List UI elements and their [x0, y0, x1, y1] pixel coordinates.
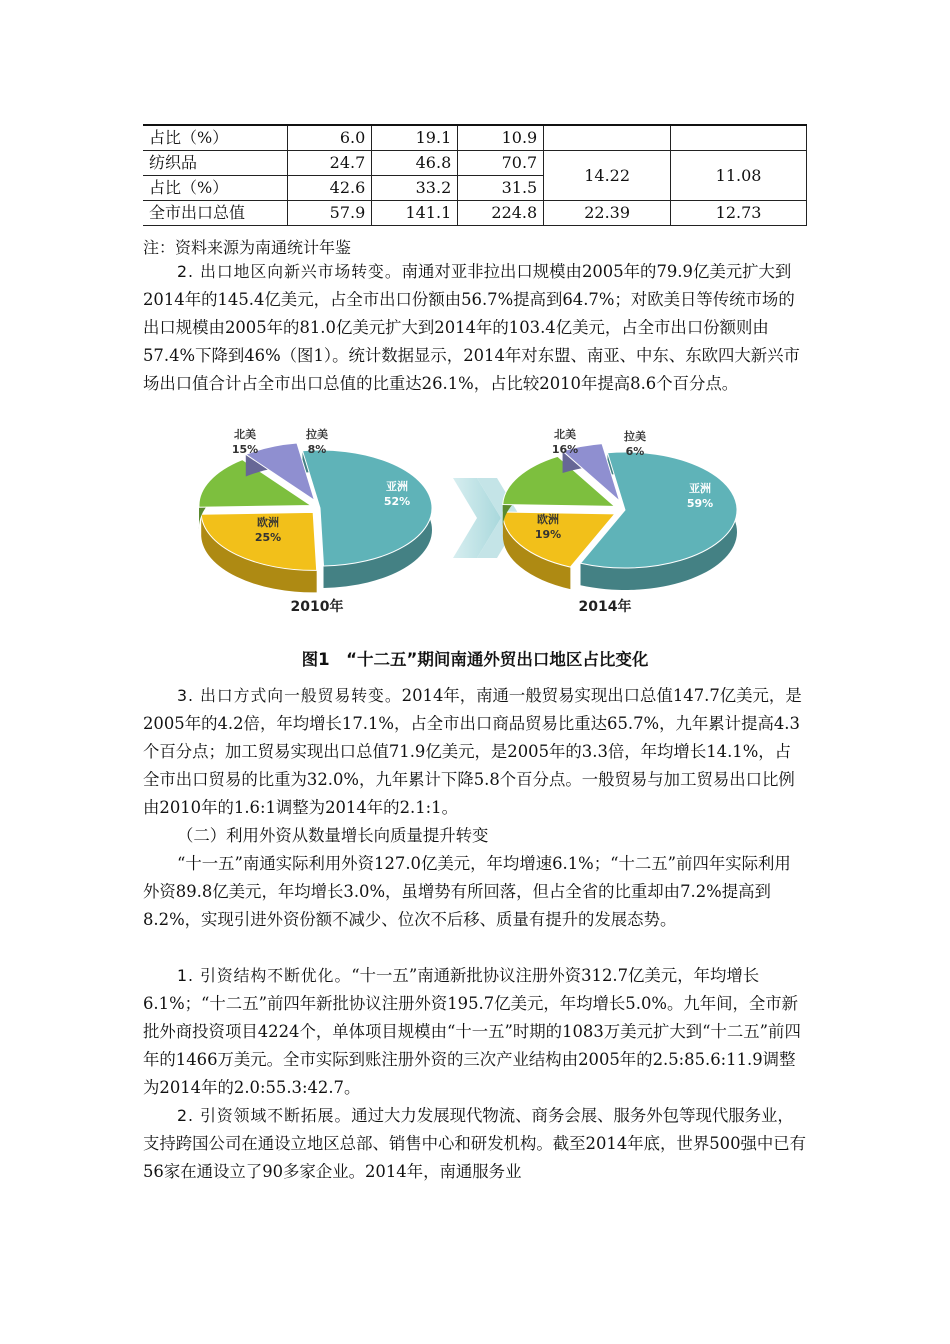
table-cell: 57.9 — [288, 201, 372, 226]
table-source-note: 注：资料来源为南通统计年鉴 — [143, 238, 352, 257]
paragraph-lead: 3. 出口方式向一般贸易转变。 — [177, 686, 402, 705]
table-cell: 46.8 — [372, 151, 458, 176]
table-row — [143, 125, 807, 151]
table-cell: 12.73 — [671, 201, 807, 226]
paragraph-text: 2014年，南通一般贸易实现出口总值147.7亿美元，是2005年的4.2倍，年均增长17.1%，占全市出口商品贸易比重达65.7%，九年累计提高4.3个百分点；加工贸易实现出口总值71.9亿美元，是2005年的3.3倍，年均增长14.1%，占全市出口贸易的比重为32.0%，九年累计下降5.8个百分点。一般贸易与加工贸易出口比例由2010年的1.6:1调整为2014年的2.1:1。 — [143, 686, 802, 817]
table-cell — [544, 125, 671, 151]
slice-percent-label: 25% — [254, 531, 282, 544]
figure-caption: 图1 “十二五”期间南通外贸出口地区占比变化 — [301, 650, 649, 669]
slice-label: 拉美 — [624, 430, 646, 443]
paragraph-lead: 2. 引资领域不断拓展。 — [177, 1106, 352, 1125]
table-cell: 42.6 — [288, 176, 372, 201]
chart-title-2014: 2014年 — [578, 599, 632, 615]
table-cell: 19.1 — [372, 125, 458, 151]
slice-percent-label: 15% — [231, 443, 259, 456]
slice-label: 北美 — [234, 428, 256, 441]
table-cell: 70.7 — [458, 151, 544, 176]
slice-label: 北美 — [554, 428, 576, 441]
slice-label: 欧洲 — [537, 513, 559, 526]
table-row — [143, 151, 807, 176]
table-cell — [671, 125, 807, 151]
section-export-regions — [143, 258, 807, 398]
slice-percent-label: 52% — [383, 495, 411, 508]
slice-percent-label: 19% — [534, 528, 562, 541]
section-trade-mode — [143, 682, 807, 822]
slice-label: 拉美 — [306, 428, 328, 441]
table-cell: 6.0 — [288, 125, 372, 151]
chart-title-2010: 2010年 — [290, 599, 344, 615]
paragraph-text: “十一五”南通新批协议注册外资312.7亿美元，年均增长6.1%；“十二五”前四年新批协议注册外资195.7亿美元，年均增长5.0%。九年间，全市新批外商投资项目4224个，单体项目规模由“十一五”时期的1083万美元扩大到“十二五”前四年的1466万美元。全市实际到账注册外资的三次产业结构由2005年的2.5:85.6:11.9调整为2014年的2.0:55.3:42.7。 — [143, 966, 801, 1097]
section-heading: （二）利用外资从数量增长向质量提升转变 — [177, 826, 489, 845]
pie-chart-2010 — [199, 427, 432, 592]
slice-percent-label: 8% — [307, 443, 327, 456]
table-row — [143, 201, 807, 226]
paragraph-lead: 2. 出口地区向新兴市场转变。 — [177, 262, 402, 281]
row-label: 全市出口总值 — [143, 201, 288, 226]
table-cell: 31.5 — [458, 176, 544, 201]
slice-percent-label: 6% — [625, 445, 645, 458]
row-label: 占比（%） — [143, 125, 288, 151]
region-share-figure — [195, 418, 755, 628]
table-cell: 10.9 — [458, 125, 544, 151]
item-investment-fields — [143, 1102, 807, 1186]
slice-percent-label: 16% — [551, 443, 579, 456]
row-label: 纺织品 — [143, 151, 288, 176]
paragraph-fdi: “十一五”南通实际利用外资127.0亿美元，年均增速6.1%；“十二五”前四年实际利用外资89.8亿美元，年均增长3.0%，虽增势有所回落，但占全省的比重却由7.2%提高到8.2%，实现引进外资份额不减少、位次不后移、质量有提升的发展态势。 — [143, 854, 791, 929]
paragraph-text: 通过大力发展现代物流、商务会展、服务外包等现代服务业，支持跨国公司在通设立地区总部、销售中心和研发机构。截至2014年底，世界500强中已有56家在通设立了90多家企业。2014年，南通服务业 — [143, 1106, 807, 1181]
slice-label: 欧洲 — [257, 516, 279, 529]
slice-percent-label: 59% — [686, 497, 714, 510]
table-cell: 224.8 — [458, 201, 544, 226]
item-investment-structure — [143, 962, 807, 1102]
paragraph-text: 南通对亚非拉出口规模由2005年的79.9亿美元扩大到2014年的145.4亿美元，占全市出口份额由56.7%提高到64.7%；对欧美日等传统市场的出口规模由2005年的81.0亿美元扩大到2014年的103.4亿美元，占全市出口份额则由57.4%下降到46%（图1）。统计数据显示，2014年对东盟、南亚、中东、东欧四大新兴市场出口值合计占全市出口总值的比重达26.1%，占比较2010年提高8.6个百分点。 — [143, 262, 800, 393]
table-cell: 11.08 — [671, 151, 807, 201]
row-label: 占比（%） — [143, 176, 288, 201]
table-cell: 33.2 — [372, 176, 458, 201]
paragraph-lead: 1. 引资结构不断优化。 — [177, 966, 352, 985]
slice-label: 亚洲 — [386, 480, 408, 493]
table-cell: 141.1 — [372, 201, 458, 226]
export-data-table — [143, 124, 807, 226]
table-cell: 22.39 — [544, 201, 671, 226]
slice-label: 亚洲 — [689, 482, 711, 495]
table-cell: 24.7 — [288, 151, 372, 176]
table-cell: 14.22 — [544, 151, 671, 201]
pie-chart-2014 — [503, 427, 737, 590]
